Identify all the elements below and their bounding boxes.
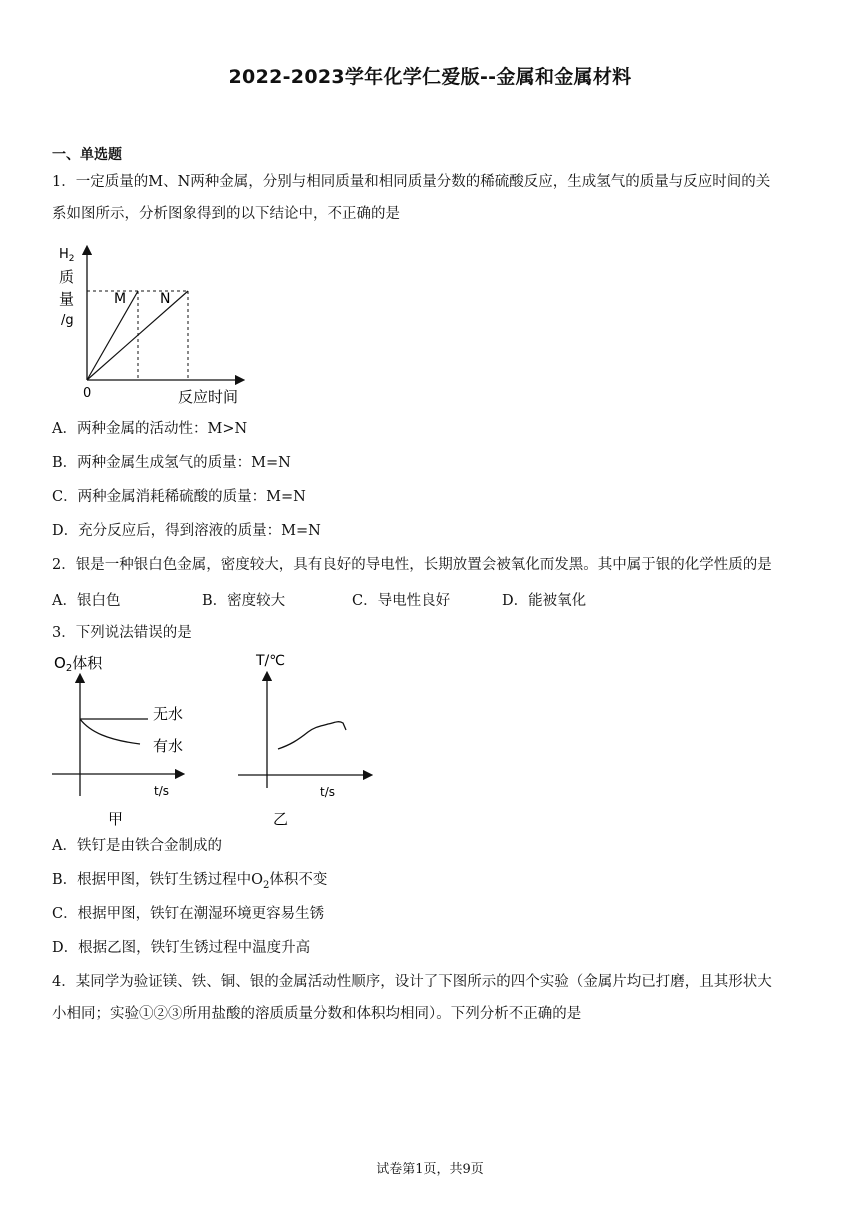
q1-ylabel-h2: $H_2$	[59, 247, 75, 264]
q3-option-d: D．根据乙图，铁钉生锈过程中温度升高	[52, 940, 311, 956]
q3a-label-dry: 无水	[153, 705, 184, 723]
q4-stem-line2: 小相同；实验①②③所用盐酸的溶质质量分数和体积均相同）。下列分析不正确的是	[52, 1006, 582, 1022]
q1-stem-line1: 1．一定质量的M、N两种金属，分别与相同质量和相同质量分数的稀硫酸反应，生成氢气的质量与反应时间的关	[52, 174, 771, 190]
page-title: 2022-2023学年化学仁爱版--金属和金属材料	[228, 66, 632, 88]
page-footer: 试卷第1页，共9页	[376, 1162, 484, 1177]
q3-graph-b	[238, 648, 378, 830]
q2-option-b: B．密度较大	[202, 593, 286, 609]
q3b-ylabel: T/℃	[256, 653, 285, 669]
q1-label-n: N	[160, 291, 171, 307]
q2-option-d: D．能被氧化	[502, 593, 587, 609]
q3b-temp-curve	[278, 722, 346, 749]
q3a-xlabel: t/s	[154, 784, 169, 798]
q3-option-b: B．根据甲图，铁钉生锈过程中$O_2$体积不变	[52, 872, 328, 891]
q2-option-c: C．导电性良好	[352, 593, 451, 609]
q3a-ylabel: $O_2$体积	[54, 654, 103, 674]
q3-graph-a	[52, 648, 202, 830]
q1-line-m	[87, 291, 138, 380]
q1-option-d: D．充分反应后，得到溶液的质量：M=N	[52, 523, 321, 539]
q1-ylabel-unit: /g	[61, 313, 74, 328]
q2-stem: 2．银是一种银白色金属，密度较大，具有良好的导电性，长期放置会被氧化而发黑。其中属于银的化学性质的是	[52, 557, 772, 573]
q3-option-c: C．根据甲图，铁钉在潮湿环境更容易生锈	[52, 906, 325, 922]
q1-option-b: B．两种金属生成氢气的质量：M=N	[52, 455, 291, 471]
q3b-xlabel: t/s	[320, 785, 335, 799]
q1-label-m: M	[114, 291, 127, 307]
q3a-label-wet: 有水	[153, 737, 184, 755]
q2-option-a: A．银白色	[52, 593, 121, 609]
q1-option-a: A．两种金属的活动性：M>N	[52, 421, 248, 437]
q3b-caption: 乙	[273, 810, 289, 828]
q4-stem-line1: 4．某同学为验证镁、铁、铜、银的金属活动性顺序，设计了下图所示的四个实验（金属片均已打磨，且其形状大	[52, 974, 772, 990]
q1-graph	[52, 240, 252, 410]
q1-xlabel: 反应时间	[178, 388, 239, 406]
q1-option-c: C．两种金属消耗稀硫酸的质量：M=N	[52, 489, 306, 505]
q1-origin: 0	[83, 386, 92, 401]
q1-stem-line2: 系如图所示，分析图象得到的以下结论中，不正确的是	[52, 206, 400, 222]
q1-ylabel-1: 质	[59, 268, 75, 286]
q3-stem: 3．下列说法错误的是	[52, 625, 192, 641]
q3a-line-wet	[80, 719, 140, 744]
section-heading: 一、单选题	[52, 147, 122, 163]
q3-option-a: A．铁钉是由铁合金制成的	[52, 838, 222, 854]
q1-ylabel-2: 量	[59, 290, 75, 308]
q3a-caption: 甲	[108, 810, 124, 828]
